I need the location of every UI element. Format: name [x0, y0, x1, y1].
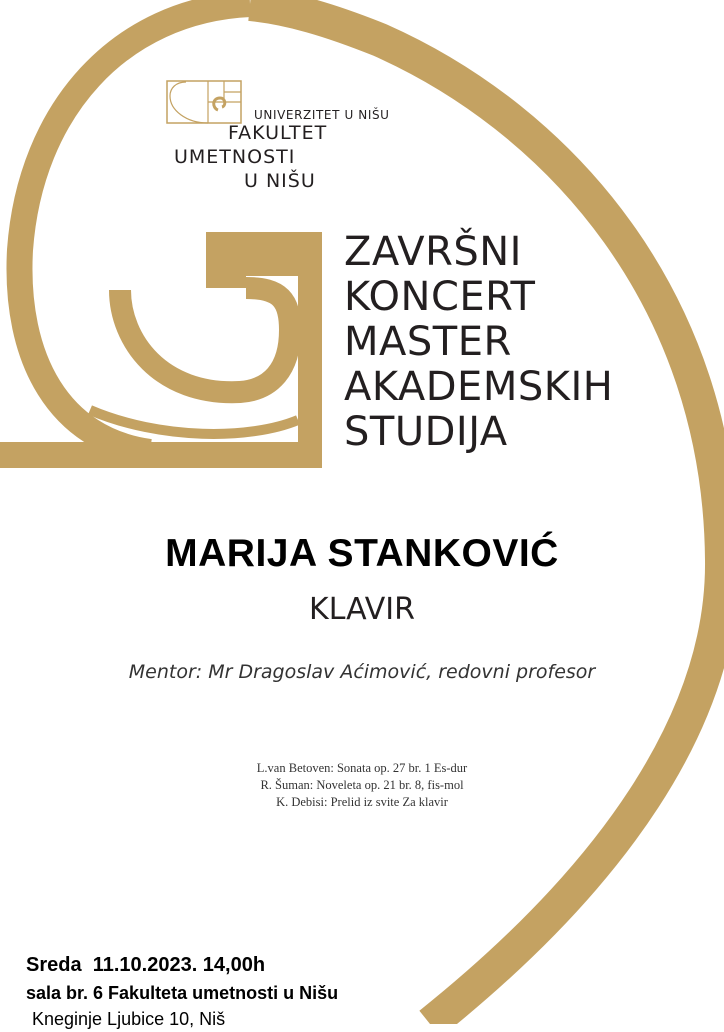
concert-title-line: STUDIJA	[344, 409, 508, 455]
university-name: UNIVERZITET U NIŠU	[254, 108, 390, 122]
faculty-line-1: FAKULTET	[228, 122, 328, 144]
concert-title-line: MASTER	[344, 319, 512, 365]
faculty-line-2: UMETNOSTI	[174, 146, 296, 168]
concert-title-line: KONCERT	[344, 274, 536, 320]
program-item: L.van Betoven: Sonata op. 27 br. 1 Es-dur	[256, 761, 468, 775]
program-item: K. Debisi: Prelid iz svite Za klavir	[276, 795, 448, 809]
faculty-line-3: U NIŠU	[244, 170, 316, 192]
spiral-left-stub	[206, 232, 246, 288]
event-info	[26, 952, 338, 1032]
concert-title	[344, 230, 613, 455]
spiral-inner-curl-2	[90, 410, 298, 434]
spiral-outer-arc	[250, 4, 722, 1024]
university-logo-icon	[166, 80, 242, 124]
instrument: KLAVIR	[309, 592, 415, 627]
spiral-bottom-bar	[0, 442, 322, 468]
concert-title-line: AKADEMSKIH	[344, 364, 614, 410]
program-item: R. Šuman: Noveleta op. 21 br. 8, fis-mol	[260, 778, 464, 792]
event-date-time: Sreda 11.10.2023. 14,00h	[26, 954, 266, 976]
mentor: Mentor: Mr Dragoslav Aćimović, redovni profesor	[128, 661, 596, 683]
performer-name: MARIJA STANKOVIĆ	[165, 532, 559, 575]
event-address: Kneginje Ljubice 10, Niš	[32, 1009, 226, 1029]
concert-title-line: ZAVRŠNI	[344, 229, 522, 275]
event-venue: sala br. 6 Fakulteta umetnosti u Nišu	[26, 983, 339, 1003]
program-list	[0, 760, 724, 811]
spiral-inner-curl	[120, 288, 290, 392]
